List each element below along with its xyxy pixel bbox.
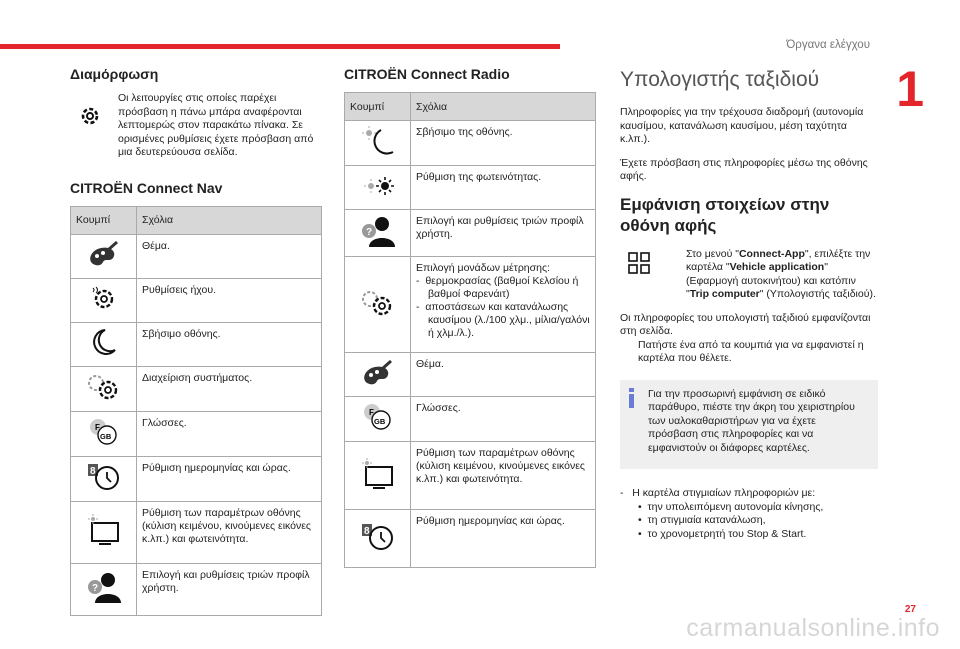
- flag-gb-label: GB: [373, 417, 385, 426]
- flag-gb-label: GB: [99, 431, 111, 441]
- moon-icon: [91, 347, 117, 359]
- gear-icon: [70, 92, 110, 160]
- table-row: [345, 257, 596, 353]
- language-flags-icon: [361, 408, 395, 435]
- palette-icon: [87, 259, 121, 271]
- configuration-text: Οι λειτουργίες στις οποίες παρέχει πρόσβαση η πάνω μπάρα αναφέρονται λεπτομερώς στον παρακάτω πίνακα. Σε ορισμένες ρυθμίσεις έχετε πρόσβαση από μια δευτερεύουσα σελίδα.: [118, 92, 314, 158]
- row-comment: Ρυθμίσεις ήχου.: [137, 278, 322, 322]
- radio-button-table: [344, 92, 596, 568]
- trip-computer-title: Υπολογιστής ταξιδιού: [620, 68, 820, 91]
- menu-step-text: Στο μενού "Connect-App", επιλέξτε την καρτέλα "Vehicle application" (Εφαρμογή αυτοκινήτου) και κατόπιν "Trip computer" (Υπολογιστής ταξιδιού).: [668, 248, 878, 302]
- row-comment: Ρύθμιση της φωτεινότητας.: [411, 166, 596, 210]
- display-text: Οι πληροφορίες του υπολογιστή ταξιδιού εμφανίζονται στη σελίδα.: [620, 311, 871, 337]
- column-middle: [344, 66, 596, 568]
- table-row: [71, 322, 322, 366]
- page-category: Όργανα ελέγχου: [786, 39, 870, 51]
- row-comment: [411, 257, 596, 353]
- top-accent-bar: [0, 44, 560, 49]
- list-item: • την υπολειπόμενη αυτονομία κίνησης,: [638, 500, 824, 513]
- table-row: [345, 397, 596, 442]
- configuration-title: Διαμόρφωση: [70, 66, 159, 82]
- arrow-bullet: [668, 248, 680, 302]
- row-comment: Ρύθμιση των παραμέτρων οθόνης (κύλιση κειμένου, κινούμενες εικόνες κ.λπ.) και φωτεινότητα.: [137, 501, 322, 563]
- info-text: Για την προσωρινή εμφάνιση σε ειδικό παράθυρο, πιέστε την άκρη του χειριστηρίου των υαλοκαθαριστήρων για να έχετε πρόσβαση στις πληροφορίες και να εμφανιστούν οι διάφορες καρτέλες.: [648, 387, 855, 454]
- moon-sun-icon: [361, 147, 395, 159]
- row-comment: Σβήσιμο της οθόνης.: [411, 121, 596, 166]
- clock-badge-label: 8: [89, 465, 96, 477]
- row-comment: Επιλογή και ρυθμίσεις τριών προφίλ χρήστη.: [411, 210, 596, 257]
- row-comment: Σβήσιμο οθόνης.: [137, 322, 322, 366]
- display-brightness-icon: [87, 537, 121, 549]
- row-comment: Ρύθμιση ημερομηνίας και ώρας.: [137, 456, 322, 501]
- touchscreen-subtitle: Εμφάνιση στοιχείων στην οθόνη αφής: [620, 194, 830, 235]
- list-item: • το χρονομετρητή του Stop & Start.: [638, 527, 807, 540]
- row-comment: Γλώσσες.: [411, 397, 596, 442]
- language-flags-icon: [87, 422, 121, 450]
- table-row: [345, 166, 596, 210]
- column-right: [620, 66, 878, 541]
- clock-badge-label: 8: [363, 525, 370, 537]
- units-item: - θερμοκρασίας (βαθμοί Κελσίου ή βαθμοί Φαρενάιτ): [416, 275, 579, 300]
- row-comment: Θέμα.: [411, 353, 596, 397]
- list-item: • τη στιγμιαία κατανάλωση,: [638, 514, 766, 526]
- row-comment: Διαχείριση συστήματος.: [137, 366, 322, 411]
- row-comment: Επιλογή και ρυθμίσεις τριών προφίλ χρήστη.: [137, 563, 322, 615]
- row-comment: Θέμα.: [137, 234, 322, 278]
- instant-info-list: [620, 487, 878, 541]
- table-row: [71, 563, 322, 615]
- chapter-number: 1: [896, 61, 924, 117]
- table-row: [345, 442, 596, 510]
- info-box: [620, 380, 878, 470]
- menu-step: [620, 248, 878, 302]
- item-trip-computer: Trip computer: [689, 288, 760, 300]
- menu-connect-app: Connect-App: [738, 247, 805, 260]
- col-header-comments: Σχόλια: [137, 206, 322, 234]
- trip-intro: Πληροφορίες για την τρέχουσα διαδρομή (αυτονομία καυσίμου, κατανάλωση καυσίμου, μέση ταχύτητα κ.λπ.).: [620, 106, 864, 145]
- arrow-bullet: [620, 339, 632, 366]
- configuration-block: [70, 92, 322, 160]
- table-row: [71, 366, 322, 411]
- user-profile-icon: [87, 583, 121, 606]
- profile-question-label: ?: [365, 227, 372, 238]
- column-left: [70, 66, 322, 616]
- units-item: - αποστάσεων και κατανάλωσης καυσίμου (λ./100 χλμ., μίλια/γαλόνι ή χλμ./λ.).: [416, 301, 590, 339]
- system-gears-icon: [84, 393, 124, 405]
- table-row: [345, 210, 596, 257]
- nav-table-title: CITROËN Connect Nav: [70, 179, 223, 196]
- trip-access: Έχετε πρόσβαση στις πληροφορίες μέσω της οθόνης αφής.: [620, 156, 868, 182]
- watermark: carmanualsonline.info: [686, 614, 940, 642]
- radio-table-title: CITROËN Connect Radio: [344, 66, 510, 82]
- profile-question-label: ?: [91, 583, 98, 594]
- brightness-icon: [361, 190, 395, 202]
- table-row: [71, 411, 322, 456]
- table-row: [71, 456, 322, 501]
- apps-grid-icon: [620, 248, 658, 302]
- press-step: Πατήστε ένα από τα κουμπιά για να εμφανιστεί η καρτέλα που θέλετε.: [620, 339, 878, 366]
- row-comment: Ρύθμιση ημερομηνίας και ώρας.: [411, 510, 596, 568]
- table-row: [345, 121, 596, 166]
- row-comment: Ρύθμιση των παραμέτρων οθόνης (κύλιση κειμένου, κινούμενες εικόνες κ.λπ.) και φωτεινότητα.: [411, 442, 596, 510]
- tab-vehicle-application: Vehicle application: [729, 261, 825, 273]
- user-profile-icon: [361, 227, 395, 250]
- col-header-comments: Σχόλια: [411, 93, 596, 121]
- col-header-button: Κουμπί: [345, 93, 411, 121]
- table-row: [71, 501, 322, 563]
- clock-icon: [360, 525, 396, 555]
- list-intro: - Η καρτέλα στιγμιαίων πληροφοριών με:: [620, 487, 816, 499]
- flag-f-label: F: [368, 408, 374, 417]
- display-brightness-icon: [361, 481, 395, 493]
- table-row: [345, 510, 596, 568]
- clock-icon: [86, 465, 122, 495]
- table-row: [71, 234, 322, 278]
- col-header-button: Κουμπί: [71, 206, 137, 234]
- table-row: [71, 278, 322, 322]
- table-row: [345, 353, 596, 397]
- nav-button-table: [70, 206, 322, 616]
- units-intro: Επιλογή μονάδων μέτρησης:: [416, 262, 550, 274]
- units-gears-icon: [358, 309, 398, 321]
- page-number: 27: [904, 604, 916, 615]
- sound-settings-icon: [89, 303, 119, 315]
- palette-icon: [361, 378, 395, 390]
- info-icon: [626, 388, 640, 408]
- row-comment: Γλώσσες.: [137, 411, 322, 456]
- flag-f-label: F: [94, 422, 100, 432]
